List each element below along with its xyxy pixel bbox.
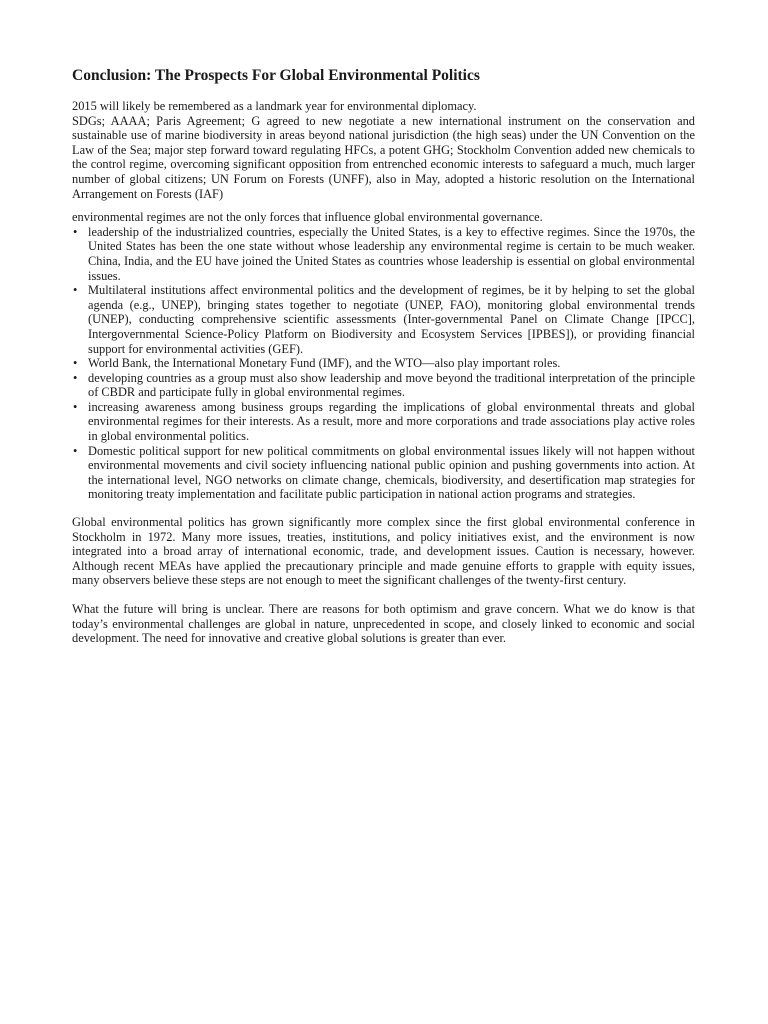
list-item [72, 444, 695, 502]
intro-line: 2015 will likely be remembered as a landmark year for environmental diplomacy. [72, 99, 477, 113]
bullet-icon: • [73, 356, 78, 371]
bullet-icon: • [73, 443, 78, 458]
influences-list [72, 225, 695, 502]
complexity-paragraph: Global environmental politics has grown significantly more complex since the first global environmental conference in Stockholm in 1972. Many more issues, treaties, institutions, and policy initiatives exist, and the environment is now integrated into a broad array of international economic, trade, and development issues. Caution is necessary, however. Although recent MEAs have applied the precautionary principle and made genuine efforts to grapple with equity issues, many observers believe these steps are not enough to meet the significant challenges of the twenty-first century. [72, 515, 695, 588]
bullet-icon: • [73, 224, 78, 239]
list-item-text: increasing awareness among business groups regarding the implications of global environmental threats and global environmental regimes for their interests. As a result, more and more corporations and trade associations play active roles in global environmental politics. [88, 399, 695, 444]
bullet-icon: • [73, 370, 78, 385]
list-item [72, 400, 695, 444]
list-item-text: developing countries as a group must also show leadership and move beyond the traditional interpretation of the principle of CBDR and participate fully in global environmental regimes. [88, 370, 695, 400]
list-item [72, 356, 695, 371]
intro-paragraph: SDGs; AAAA; Paris Agreement; G agreed to new negotiate a new international instrument on the conservation and sustainable use of marine biodiversity in areas beyond national jurisdiction (the high seas) under the UN Convention on the Law of the Sea; major step forward toward regulating HFCs, a potent GHG; Stockholm Convention added new chemicals to the control regime, overcoming significant opposition from entrenched economic interests to safeguard a much, much larger number of global citizens; UN Forum on Forests (UNFF), also in May, adopted a historic resolution on the International Arrangement on Forests (IAF) [72, 113, 695, 201]
regimes-intro: environmental regimes are not the only forces that influence global environmental governance. [72, 210, 543, 225]
list-item [72, 225, 695, 283]
list-item-text: Multilateral institutions affect environmental politics and the development of regimes, be it by helping to set the global agenda (e.g., UNEP), bringing states together to negotiate (UNEP, FAO), monitoring global environmental trends (UNEP), conducting comprehensive scientific assessments (Inter-governmental Panel on Climate Change [IPCC], Intergovernmental Science-Policy Platform on Biodiversity and Ecosystem Services [IPBES]), or providing financial support for environmental activities (GEF). [88, 283, 695, 356]
list-item-text: leadership of the industrialized countries, especially the United States, is a key to effective regimes. Since the 1970s, the United States has been the one state without whose leadership any environmental regime is certain to be much weaker. China, India, and the EU have joined the United States as countries whose leadership is essential on global environmental issues. [88, 224, 695, 283]
bullet-icon: • [73, 283, 78, 298]
list-item [72, 371, 695, 400]
bullet-icon: • [73, 399, 78, 414]
list-item-text: World Bank, the International Monetary Fund (IMF), and the WTO—also play important roles. [88, 356, 561, 371]
future-paragraph: What the future will bring is unclear. There are reasons for both optimism and grave concern. What we do know is that today’s environmental challenges are global in nature, unprecedented in scope, and closely linked to economic and social development. The need for innovative and creative global solutions is greater than ever. [72, 602, 695, 646]
list-item-text: Domestic political support for new political commitments on global environmental issues likely will not happen without environmental movements and civil society influencing national public opinion and pushing governments into action. At the international level, NGO networks on climate change, chemicals, biodiversity, and desertification map strategies for monitoring treaty implementation and facilitate public participation in national action programs and strategies. [88, 443, 695, 502]
document-title: Conclusion: The Prospects For Global Environmental Politics [72, 67, 480, 84]
list-item [72, 283, 695, 356]
document-page [72, 66, 695, 646]
